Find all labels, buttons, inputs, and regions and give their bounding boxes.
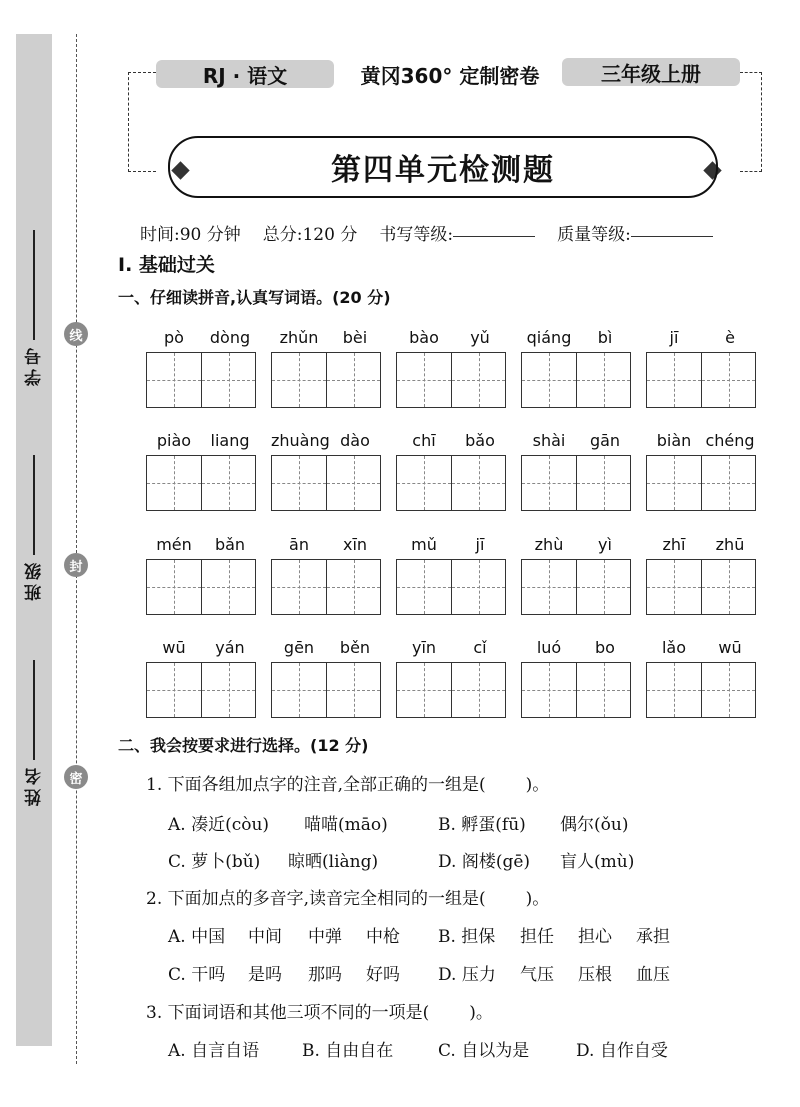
pinyin-text	[646, 638, 758, 657]
writing-grade-blank[interactable]	[453, 220, 535, 237]
option: 晾晒(liàng)	[288, 852, 379, 872]
section2-title: 二、我会按要求进行选择。(12 分)	[118, 736, 369, 755]
question-2-stem: 2. 下面加点的多音字,读音完全相同的一组是( )。	[146, 889, 550, 909]
writing-box[interactable]	[646, 662, 756, 718]
pinyin-syllable: běn	[339, 638, 371, 657]
writing-box[interactable]	[146, 662, 256, 718]
class-blank	[33, 455, 35, 555]
writing-cell[interactable]	[701, 560, 755, 614]
writing-box[interactable]	[521, 559, 631, 615]
writing-cell[interactable]	[397, 353, 451, 407]
option: 好吗	[366, 965, 400, 985]
writing-cell[interactable]	[201, 560, 255, 614]
writing-cell[interactable]	[326, 353, 380, 407]
option[interactable]: B. 孵蛋(fū)	[438, 815, 526, 835]
writing-box[interactable]	[396, 352, 506, 408]
pinyin-text	[646, 328, 758, 347]
writing-box[interactable]	[396, 559, 506, 615]
pinyin-syllable: è	[725, 328, 735, 347]
pinyin-syllable: mǔ	[411, 535, 437, 554]
pinyin-syllable: bǎo	[465, 431, 495, 450]
pinyin-text	[396, 328, 508, 347]
pinyin-syllable: dòng	[209, 328, 251, 347]
pinyin-text	[396, 535, 508, 554]
pinyin-syllable: yǔ	[470, 328, 490, 347]
exam-total: 总分:120 分	[262, 225, 358, 245]
pinyin-syllable: xīn	[342, 535, 368, 554]
writing-box[interactable]	[146, 559, 256, 615]
name-label: 姓名	[16, 660, 52, 806]
pinyin-syllable: jī	[475, 535, 485, 554]
header-connector-left	[128, 72, 156, 172]
writing-cell[interactable]	[147, 560, 201, 614]
quality-grade-label: 质量等级:	[557, 225, 631, 245]
pinyin-syllable: yán	[215, 638, 245, 657]
writing-box[interactable]	[146, 352, 256, 408]
option: 担心	[578, 927, 612, 947]
writing-cell[interactable]	[147, 663, 201, 717]
option[interactable]: D. 阁楼(gē)	[438, 852, 531, 872]
option: 中枪	[366, 927, 400, 947]
option: 血压	[636, 965, 670, 985]
option[interactable]: B. 担保	[438, 927, 496, 947]
pinyin-text	[271, 535, 383, 554]
writing-cell[interactable]	[647, 353, 701, 407]
writing-box[interactable]	[521, 352, 631, 408]
pinyin-syllable: luó	[536, 638, 562, 657]
student-id-blank	[33, 230, 35, 340]
writing-cell[interactable]	[147, 353, 201, 407]
pinyin-text	[521, 328, 633, 347]
cut-line	[76, 34, 77, 1064]
writing-box[interactable]	[271, 662, 381, 718]
question-1-stem: 1. 下面各组加点字的注音,全部正确的一组是( )。	[146, 775, 550, 795]
writing-cell[interactable]	[451, 663, 505, 717]
class-label: 班级	[16, 455, 52, 601]
option: 偶尔(ǒu)	[560, 815, 629, 835]
pinyin-syllable: gēn	[283, 638, 315, 657]
pinyin-text	[146, 328, 258, 347]
writing-cell[interactable]	[201, 663, 255, 717]
writing-box[interactable]	[646, 559, 756, 615]
option[interactable]: C. 萝卜(bǔ)	[168, 852, 261, 872]
pinyin-syllable: zhù	[534, 535, 564, 554]
option: 中弹	[308, 927, 342, 947]
writing-box[interactable]	[271, 559, 381, 615]
grade-pill: 三年级上册	[562, 58, 740, 86]
writing-grade-label: 书写等级:	[379, 225, 454, 245]
seal-line: 线	[64, 322, 88, 346]
writing-cell[interactable]	[647, 663, 701, 717]
exam-meta	[140, 220, 713, 245]
writing-cell[interactable]	[647, 560, 701, 614]
writing-cell[interactable]	[326, 560, 380, 614]
option: 是吗	[248, 965, 282, 985]
section1-title: 一、仔细读拼音,认真写词语。(20 分)	[118, 288, 391, 307]
writing-box[interactable]	[521, 455, 631, 511]
writing-cell[interactable]	[576, 663, 630, 717]
pinyin-syllable: qiáng	[526, 328, 572, 347]
writing-cell[interactable]	[272, 560, 326, 614]
option: 中间	[248, 927, 282, 947]
option: 担任	[520, 927, 554, 947]
exam-time: 时间:90 分钟	[140, 225, 241, 245]
pinyin-syllable: dào	[340, 431, 370, 450]
pinyin-syllable: zhǔn	[279, 328, 319, 347]
writing-cell[interactable]	[647, 456, 701, 510]
option: 喵喵(māo)	[304, 815, 388, 835]
pinyin-syllable: bì	[597, 328, 613, 347]
writing-box[interactable]	[396, 662, 506, 718]
subject-pill: RJ · 语文	[156, 60, 334, 88]
option: 气压	[520, 965, 554, 985]
pinyin-syllable: wū	[718, 638, 742, 657]
pinyin-syllable: zhī	[662, 535, 686, 554]
writing-cell[interactable]	[576, 560, 630, 614]
pinyin-syllable: yīn	[411, 638, 437, 657]
writing-box[interactable]	[146, 455, 256, 511]
writing-cell[interactable]	[451, 353, 505, 407]
pinyin-syllable: lǎo	[661, 638, 687, 657]
pinyin-syllable: chéng	[705, 431, 755, 450]
pinyin-text	[271, 328, 383, 347]
student-id-label: 学号	[16, 230, 52, 386]
option[interactable]: A. 中国	[168, 927, 226, 947]
pinyin-text	[646, 431, 758, 450]
pinyin-row	[146, 535, 758, 635]
pinyin-syllable: mén	[156, 535, 192, 554]
writing-cell[interactable]	[272, 353, 326, 407]
quality-grade-blank[interactable]	[631, 220, 713, 237]
header-connector-right	[740, 72, 762, 172]
writing-cell[interactable]	[576, 353, 630, 407]
pinyin-row	[146, 431, 758, 531]
pinyin-text	[271, 638, 383, 657]
writing-cell[interactable]	[522, 456, 576, 510]
pinyin-syllable: jī	[669, 328, 679, 347]
pinyin-syllable: chī	[412, 431, 436, 450]
writing-cell[interactable]	[701, 353, 755, 407]
pinyin-text	[521, 431, 633, 450]
pinyin-syllable: piào	[156, 431, 192, 450]
seal-secret: 密	[64, 765, 88, 789]
writing-box[interactable]	[271, 352, 381, 408]
pinyin-syllable: biàn	[656, 431, 692, 450]
writing-box[interactable]	[521, 662, 631, 718]
writing-cell[interactable]	[576, 456, 630, 510]
writing-box[interactable]	[271, 455, 381, 511]
pinyin-syllable: bào	[409, 328, 439, 347]
option: 那吗	[308, 965, 342, 985]
pinyin-syllable: yì	[598, 535, 612, 554]
pinyin-syllable: pò	[164, 328, 184, 347]
writing-cell[interactable]	[397, 560, 451, 614]
writing-box[interactable]	[396, 455, 506, 511]
writing-box[interactable]	[646, 455, 756, 511]
name-blank	[33, 660, 35, 760]
option: 承担	[636, 927, 670, 947]
pinyin-text	[146, 535, 258, 554]
option[interactable]: A. 自言自语	[168, 1041, 260, 1061]
pinyin-syllable: bǎn	[214, 535, 246, 554]
writing-cell[interactable]	[701, 663, 755, 717]
writing-cell[interactable]	[201, 456, 255, 510]
seal-seal: 封	[64, 553, 88, 577]
pinyin-text	[396, 431, 508, 450]
option[interactable]: D. 压力	[438, 965, 496, 985]
writing-cell[interactable]	[451, 456, 505, 510]
writing-cell[interactable]	[326, 456, 380, 510]
writing-cell[interactable]	[272, 456, 326, 510]
writing-cell[interactable]	[451, 560, 505, 614]
writing-cell[interactable]	[201, 353, 255, 407]
pinyin-text	[271, 431, 383, 450]
pinyin-syllable: wū	[162, 638, 186, 657]
writing-cell[interactable]	[397, 663, 451, 717]
option[interactable]: D. 自作自受	[576, 1041, 668, 1061]
pinyin-text	[521, 535, 633, 554]
pinyin-text	[646, 535, 758, 554]
pinyin-text	[396, 638, 508, 657]
brand-title: 黄冈360° 定制密卷	[360, 63, 540, 88]
writing-box[interactable]	[646, 352, 756, 408]
option[interactable]: B. 自由自在	[302, 1041, 394, 1061]
option[interactable]: C. 干吗	[168, 965, 226, 985]
pinyin-syllable: zhuàng	[271, 431, 330, 450]
option: 压根	[578, 965, 612, 985]
writing-cell[interactable]	[522, 353, 576, 407]
pinyin-syllable: bo	[595, 638, 615, 657]
option[interactable]: C. 自以为是	[438, 1041, 530, 1061]
pinyin-text	[146, 431, 258, 450]
pinyin-text	[146, 638, 258, 657]
page-title: 第四单元检测题	[168, 136, 718, 198]
pinyin-text	[521, 638, 633, 657]
part-title: Ⅰ. 基础过关	[118, 254, 215, 276]
pinyin-row	[146, 328, 758, 428]
pinyin-syllable: bèi	[342, 328, 368, 347]
question-3-stem: 3. 下面词语和其他三项不同的一项是( )。	[146, 1003, 493, 1023]
pinyin-syllable: liang	[210, 431, 250, 450]
option[interactable]: A. 凑近(còu)	[168, 815, 270, 835]
pinyin-syllable: zhū	[715, 535, 745, 554]
writing-cell[interactable]	[522, 663, 576, 717]
writing-cell[interactable]	[701, 456, 755, 510]
writing-cell[interactable]	[326, 663, 380, 717]
pinyin-syllable: cǐ	[473, 638, 487, 657]
pinyin-syllable: ān	[289, 535, 309, 554]
writing-cell[interactable]	[147, 456, 201, 510]
pinyin-syllable: gān	[589, 431, 621, 450]
writing-cell[interactable]	[522, 560, 576, 614]
writing-cell[interactable]	[397, 456, 451, 510]
pinyin-syllable: shài	[532, 431, 566, 450]
pinyin-row	[146, 638, 758, 738]
option: 盲人(mù)	[560, 852, 635, 872]
writing-cell[interactable]	[272, 663, 326, 717]
